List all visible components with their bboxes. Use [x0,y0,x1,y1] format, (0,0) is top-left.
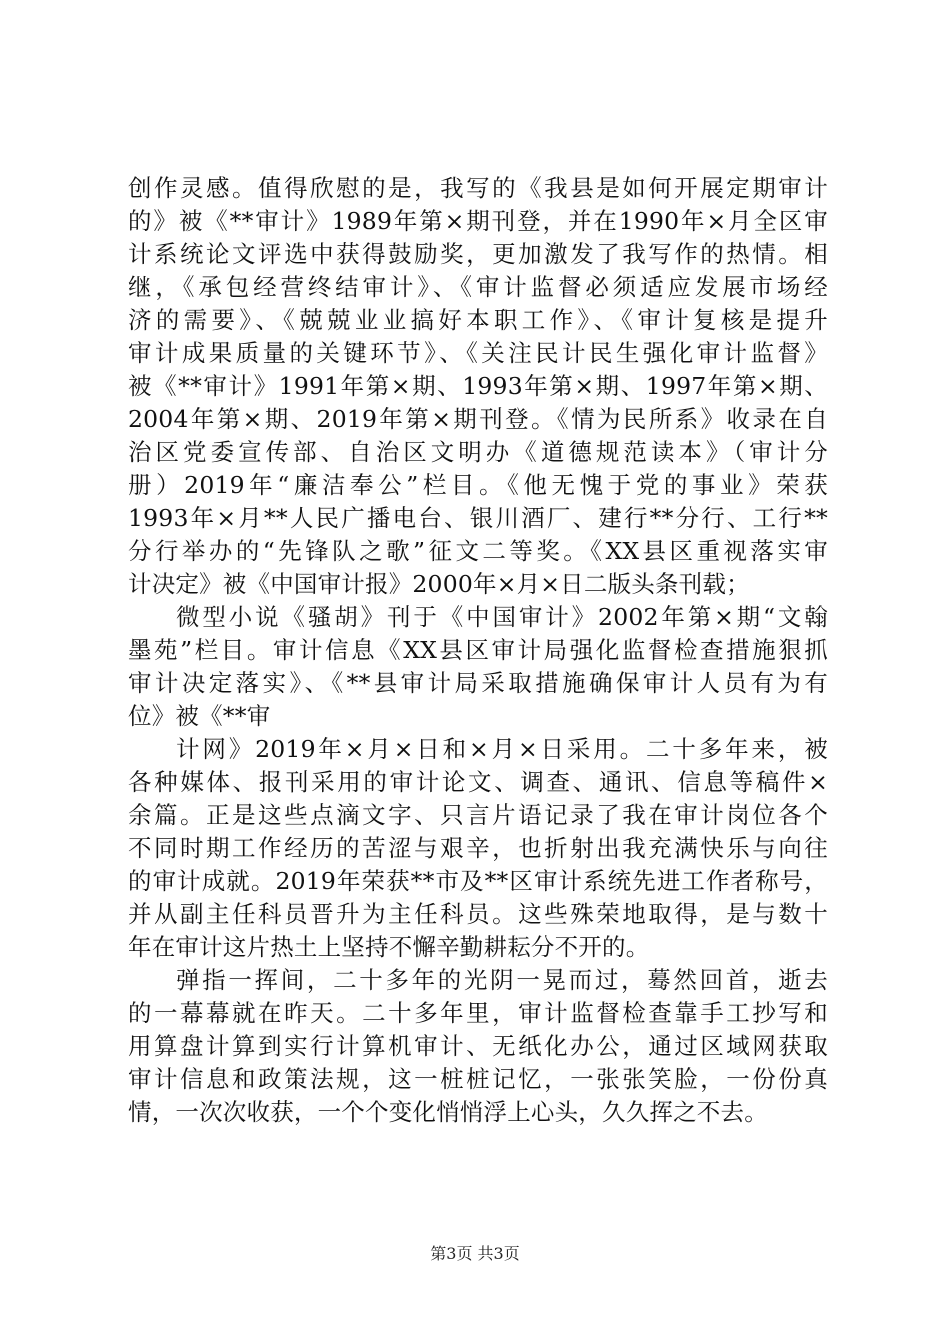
text-line: 计决定》被《中国审计报》2000年×月×日二版头条刊载； [128,570,750,598]
text-line: 2004年第×期、2019年第×期刊登。《情为民所系》收录在自 [128,405,828,433]
paragraph-start-line: 计网》2019年×月×日和×月×日采用。二十多年来，被 [176,735,828,763]
text-line: 1993年×月**人民广播电台、银川酒厂、建行**分行、工行** [128,504,828,532]
text-line: 创作灵感。值得欣慰的是，我写的《我县是如何开展定期审计 [128,174,828,202]
text-line: 治区党委宣传部、自治区文明办《道德规范读本》（审计分 [128,438,828,466]
text-line: 济的需要》、《兢兢业业搞好本职工作》、《审计复核是提升 [128,306,828,334]
text-line: 余篇。正是这些点滴文字、只言片语记录了我在审计岗位各个 [128,801,828,829]
text-line: 的审计成就。2019年荣获**市及**区审计系统先进工作者称号， [128,867,828,895]
text-line: 被《**审计》1991年第×期、1993年第×期、1997年第×期、 [128,372,828,400]
text-line: 继，《承包经营终结审计》、《审计监督必须适应发展市场经 [128,273,828,301]
document-body [128,172,828,1129]
text-line: 分行举办的“先锋队之歌”征文二等奖。《XX县区重视落实审 [128,537,828,565]
text-line: 用算盘计算到实行计算机审计、无纸化办公，通过区域网获取 [128,1032,828,1060]
text-line: 情，一次次收获，一个个变化悄悄浮上心头，久久挥之不去。 [128,1098,768,1126]
text-line: 的一幕幕就在昨天。二十多年里，审计监督检查靠手工抄写和 [128,999,828,1027]
text-line: 各种媒体、报刊采用的审计论文、调查、通讯、信息等稿件× [128,768,828,796]
text-line: 的》被《**审计》1989年第×期刊登，并在1990年×月全区审 [128,207,828,235]
text-line: 审计信息和政策法规，这一桩桩记忆，一张张笑脸，一份份真 [128,1065,828,1093]
text-line: 位》被《**审 [128,702,271,730]
text-line: 计系统论文评选中获得鼓励奖，更加激发了我写作的热情。相 [128,240,828,268]
text-line: 审计决定落实》、《**县审计局采取措施确保审计人员有为有 [128,669,828,697]
page-number-label: 第3页 共3页 [430,1244,520,1263]
text-line: 并从副主任科员晋升为主任科员。这些殊荣地取得，是与数十 [128,900,828,928]
text-line: 不同时期工作经历的苦涩与艰辛，也折射出我充满快乐与向往 [128,834,828,862]
page-footer [0,1243,950,1265]
text-line: 墨苑”栏目。审计信息《XX县区审计局强化监督检查措施狠抓 [128,636,828,664]
text-line: 审计成果质量的关键环节》、《关注民计民生强化审计监督》 [128,339,828,367]
text-line: 年在审计这片热土上坚持不懈辛勤耕耘分不开的。 [128,933,650,961]
text-line: 册）2019年“廉洁奉公”栏目。《他无愧于党的事业》荣获 [128,471,828,499]
paragraph-start-line: 微型小说《骚胡》刊于《中国审计》2002年第×期“文翰 [176,603,828,631]
paragraph-start-line: 弹指一挥间，二十多年的光阴一晃而过，蓦然回首，逝去 [176,966,828,994]
